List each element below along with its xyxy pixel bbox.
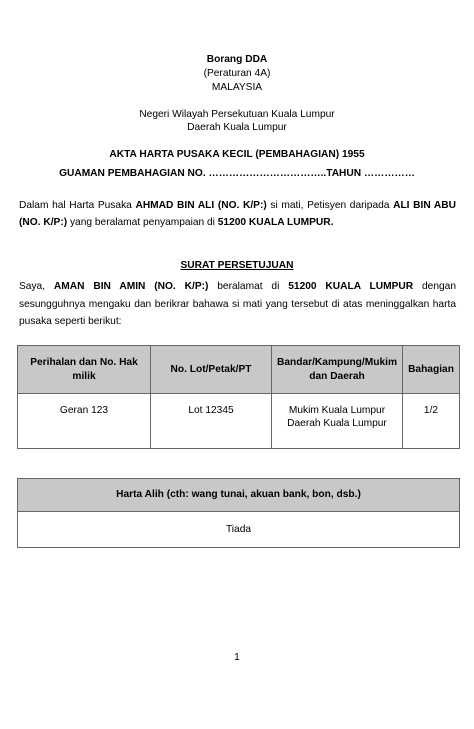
col-header-share: Bahagian [403,346,460,394]
act-block [0,148,474,186]
col-header-location: Bandar/Kampung/Mukim dan Daerah [272,346,403,394]
para1-text-1: Dalam hal Harta Pusaka [19,200,136,211]
page-number: 1 [234,652,240,663]
consent-text-2: beralamat di [208,281,289,292]
petitioner-name: ALI BIN ABU (NO. K/P:) [19,200,457,228]
location-block [0,108,474,134]
consent-title: SURAT PERSETUJUAN [180,260,294,271]
act-title: AKTA HARTA PUSAKA KECIL (PEMBAHAGIAN) 1955 [109,149,365,160]
consenter-name: AMAN BIN AMIN (NO. K/P:) [53,281,209,292]
movable-header: Harta Alih (cth: wang tunai, akuan bank, bon, dsb.) [18,479,460,512]
movable-value: Tiada [18,512,460,548]
col-header-lot: No. Lot/Petak/PT [151,346,272,394]
case-line [0,167,474,186]
table-row [18,394,460,449]
para1-text-3: yang beralamat penyampaian di [67,217,218,228]
petitioner-address: 51200 KUALA LUMPUR. [217,217,334,228]
form-title: Borang DDA [206,54,268,65]
cell-share: 1/2 [403,394,460,449]
deceased-name: AHMAD BIN ALI (NO. K/P:) [135,200,267,211]
regulation-ref: (Peraturan 4A) [203,68,271,79]
consent-paragraph [19,278,456,331]
consent-text-1: Saya, [19,281,54,292]
cell-lot: Lot 12345 [151,394,272,449]
movable-header-row [18,479,460,512]
state-name: Negeri Wilayah Persekutuan Kuala Lumpur [139,109,335,120]
estate-paragraph [19,197,456,231]
consent-text-3: dengan sesungguhnya mengaku dan berikrar bahawa si mati yang tersebut di atas meninggalkan harta pusaka seperti berikut: [19,281,456,327]
land-table [17,345,460,449]
cell-location [272,394,403,449]
cell-daerah: Daerah Kuala Lumpur [287,418,387,430]
table-row [18,512,460,548]
cell-mukim: Mukim Kuala Lumpur [288,405,386,416]
movable-assets-table [17,478,460,548]
form-header [0,53,474,95]
district-name: Daerah Kuala Lumpur [187,122,287,133]
para1-text-2: si mati, Petisyen daripada [266,200,394,211]
table-header-row [18,346,460,394]
country-name: MALAYSIA [211,82,263,93]
cell-title: Geran 123 [18,394,151,449]
case-label: GUAMAN PEMBAHAGIAN NO. [59,168,206,179]
case-dots: …………………………….. [208,168,327,179]
consenter-address: 51200 KUALA LUMPUR [288,281,414,292]
col-header-description: Perihalan dan No. Hak milik [18,346,151,394]
year-label: TAHUN [326,168,362,179]
year-dots: …………… [363,168,415,179]
